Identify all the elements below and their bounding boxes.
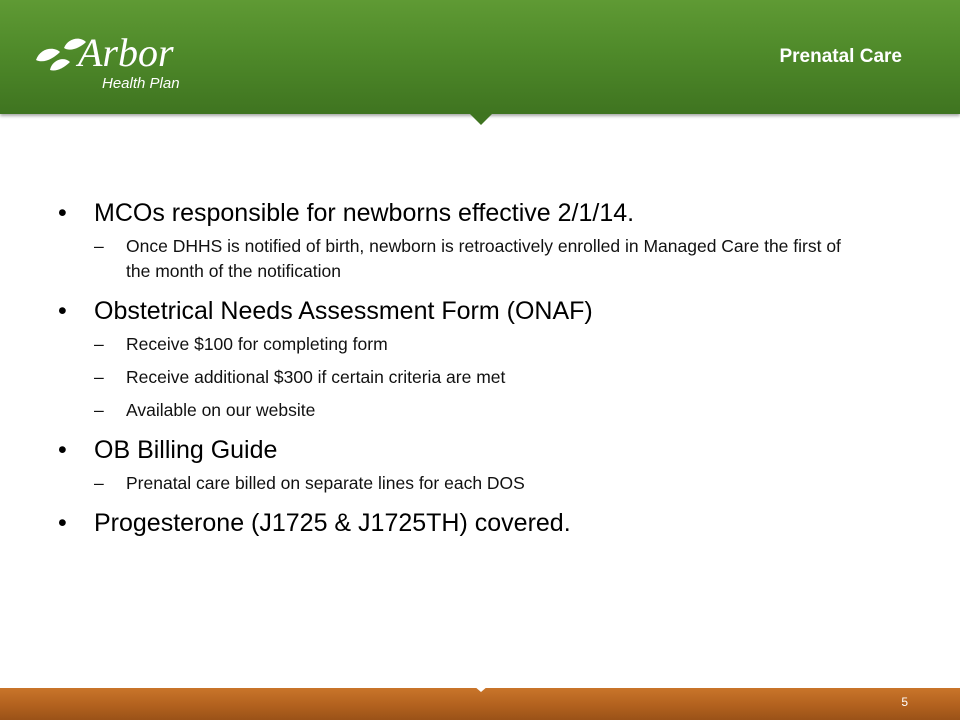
sub-bullet-text: Receive additional $300 if certain criteria are met	[126, 367, 506, 387]
sub-bullet-text: Prenatal care billed on separate lines for each DOS	[126, 473, 525, 493]
bullet-item-progesterone	[58, 506, 848, 540]
bullet-text: MCOs responsible for newborns effective 2/1/14.	[94, 199, 635, 227]
sub-bullet-item	[58, 471, 848, 496]
dash-marker: –	[94, 334, 104, 354]
dash-marker: –	[94, 400, 104, 420]
bullet-marker: •	[58, 199, 67, 227]
bullet-item-newborns	[58, 196, 848, 230]
sub-bullet-text: Available on our website	[126, 400, 316, 420]
slide-title: Prenatal Care	[779, 46, 902, 67]
bullet-marker: •	[58, 297, 67, 325]
bullet-text: Progesterone (J1725 & J1725TH) covered.	[94, 509, 571, 537]
bullet-marker: •	[58, 509, 67, 537]
bullet-text: Obstetrical Needs Assessment Form (ONAF)	[94, 297, 593, 325]
dash-marker: –	[94, 236, 104, 256]
header-bar	[0, 0, 960, 114]
content-area	[58, 196, 848, 540]
page-number: 5	[901, 695, 908, 709]
logo-tagline: Health Plan	[102, 75, 180, 92]
sub-bullet-text: Receive $100 for completing form	[126, 334, 388, 354]
sub-bullet-item	[58, 365, 848, 390]
sub-bullet-item	[58, 234, 848, 284]
bullet-text: OB Billing Guide	[94, 436, 278, 464]
bullet-item-onaf	[58, 294, 848, 328]
sub-bullet-item	[58, 332, 848, 357]
bullet-item-ob-billing-guide	[58, 433, 848, 467]
sub-bullet-item	[58, 398, 848, 423]
dash-marker: –	[94, 473, 104, 493]
footer-bar	[0, 688, 960, 720]
sub-bullet-text: Once DHHS is notified of birth, newborn is retroactively enrolled in Managed Care the first of the month of the notification	[126, 236, 841, 281]
header-notch	[468, 112, 494, 125]
dash-marker: –	[94, 367, 104, 387]
logo-brand: Arbor	[78, 30, 174, 75]
footer-notch	[467, 680, 495, 692]
arbor-logo	[30, 28, 230, 98]
bullet-marker: •	[58, 436, 67, 464]
